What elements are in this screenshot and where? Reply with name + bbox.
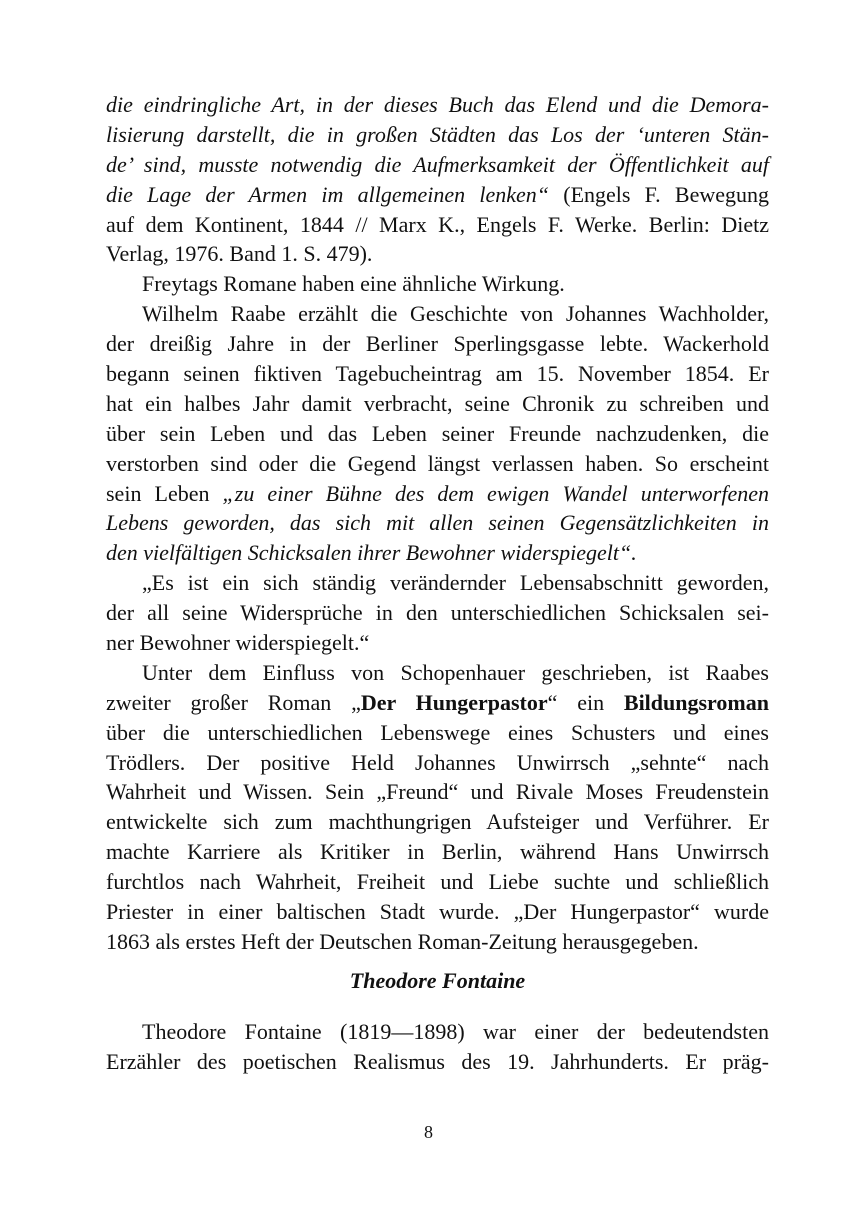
- italic-text: die Lage der Armen im allgemeinen lenken“: [106, 181, 550, 207]
- text-segment: (Engels F. Bewegung: [549, 181, 769, 207]
- text-line: [106, 658, 769, 688]
- italic-text: „zu einer Bühne des dem ewigen Wandel unterworfenen: [222, 480, 770, 506]
- text-segment: über die unterschiedlichen Lebenswege eines Schusters und eines: [106, 719, 769, 745]
- text-line: [106, 359, 769, 389]
- text-line: [106, 419, 769, 449]
- text-segment: ner Bewohner widerspiegelt.“: [106, 630, 370, 656]
- text-segment: entwickelte sich zum machthungrigen Aufsteiger und Verführer. Er: [106, 809, 769, 835]
- text-segment: Priester in einer baltischen Stadt wurde. „Der Hungerpastor“ wurde: [106, 899, 769, 925]
- text-line: [106, 180, 769, 210]
- text-line: [106, 748, 769, 778]
- text-line: [106, 150, 769, 180]
- text-segment: hat ein halbes Jahr damit verbracht, seine Chronik zu schreiben und: [106, 390, 769, 416]
- bold-text: Bildungsroman: [623, 689, 769, 715]
- italic-text: lisierung darstellt, die in großen Städten das Los der ‘unteren Stän-: [106, 121, 769, 147]
- text-line: [106, 538, 769, 568]
- text-line: [106, 120, 769, 150]
- text-segment: der dreißig Jahre in der Berliner Sperlingsgasse lebte. Wackerhold: [106, 331, 769, 357]
- text-line: [106, 897, 769, 927]
- text-line: [106, 718, 769, 748]
- text-segment: Verlag, 1976. Band 1. S. 479).: [106, 241, 373, 267]
- text-segment: Freytags Romane haben eine ähnliche Wirkung.: [142, 271, 565, 297]
- text-segment: begann seinen fiktiven Tagebucheintrag am 15. November 1854. Er: [106, 361, 769, 387]
- text-segment: Theodore Fontaine (1819—1898) war einer der bedeutendsten: [142, 1019, 769, 1044]
- italic-text: den vielfältigen Schicksalen ihrer Bewohner widerspiegelt“.: [106, 540, 637, 566]
- text-segment: Wahrheit und Wissen. Sein „Freund“ und Rivale Moses Freudenstein: [106, 779, 769, 805]
- text-line: [106, 299, 769, 329]
- text-segment: Erzähler des poetischen Realismus des 19. Jahrhunderts. Er präg-: [106, 1048, 769, 1074]
- italic-text: die eindringliche Art, in der dieses Buch das Elend und die Demora-: [106, 92, 769, 117]
- text-line: [106, 269, 769, 299]
- text-segment: “ ein: [547, 689, 624, 715]
- text-line: [106, 867, 769, 897]
- text-line: [106, 1017, 769, 1047]
- italic-text: de’ sind, musste notwendig die Aufmerksamkeit der Öffentlichkeit auf: [106, 151, 769, 177]
- body-text: [106, 90, 769, 957]
- text-segment: Trödlers. Der positive Held Johannes Unwirrsch „sehnte“ nach: [106, 749, 769, 775]
- text-line: [106, 479, 769, 509]
- text-line: [106, 210, 769, 240]
- section-heading: Theodore Fontaine: [349, 968, 526, 993]
- text-line: [106, 688, 769, 718]
- text-segment: über sein Leben und das Leben seiner Freunde nachzudenken, die: [106, 420, 769, 446]
- text-line: [106, 927, 769, 957]
- text-line: [106, 239, 769, 269]
- text-segment: zweiter großer Roman „: [106, 689, 361, 715]
- text-line: [106, 329, 769, 359]
- text-segment: auf dem Kontinent, 1844 // Marx K., Engels F. Werke. Berlin: Dietz: [106, 211, 769, 237]
- text-line: [106, 90, 769, 120]
- text-segment: 1863 als erstes Heft der Deutschen Roman-Zeitung herausgegeben.: [106, 928, 699, 954]
- text-line: [106, 598, 769, 628]
- text-line: [106, 837, 769, 867]
- text-segment: Wilhelm Raabe erzählt die Geschichte von Johannes Wachholder,: [142, 301, 769, 327]
- text-line: [106, 777, 769, 807]
- text-line: [106, 628, 769, 658]
- text-segment: furchtlos nach Wahrheit, Freiheit und Liebe suchte und schließlich: [106, 869, 769, 895]
- text-segment: sein Leben: [106, 480, 223, 506]
- text-line: [106, 389, 769, 419]
- text-segment: verstorben sind oder die Gegend längst verlassen haben. So erscheint: [106, 450, 769, 476]
- page-number: 8: [424, 1122, 433, 1142]
- text-line: [106, 449, 769, 479]
- text-line: [106, 508, 769, 538]
- text-segment: Unter dem Einfluss von Schopenhauer geschrieben, ist Raabes: [142, 659, 769, 685]
- section-text: [106, 1017, 769, 1077]
- text-line: [106, 1047, 769, 1077]
- italic-text: Lebens geworden, das sich mit allen seinen Gegensätzlichkeiten in: [106, 510, 769, 536]
- text-line: [106, 568, 769, 598]
- text-segment: „Es ist ein sich ständig verändernder Lebensabschnitt geworden,: [142, 570, 769, 596]
- text-line: [106, 807, 769, 837]
- bold-text: Der Hungerpastor: [360, 689, 548, 715]
- text-segment: der all seine Widersprüche in den unterschiedlichen Schicksalen sei-: [106, 600, 769, 626]
- text-segment: machte Karriere als Kritiker in Berlin, während Hans Unwirrsch: [106, 839, 769, 865]
